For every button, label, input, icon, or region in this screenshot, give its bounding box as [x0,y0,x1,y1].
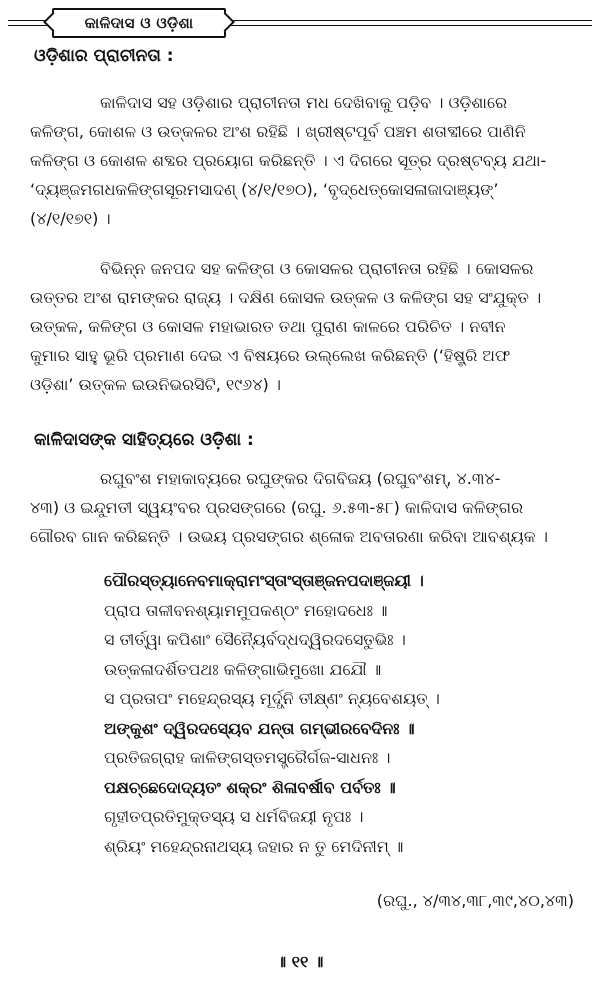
text-line: ୪୩) ଓ ଇନ୍ଦୁମତୀ ସ୍ୱୟଂବର ପ୍ରସଙ୍ଗରେ (ରଘୁ. ୬.୫୩-୫୮) କାଳିଦାସ କଳିଙ୍ଗର [30,498,524,517]
paragraph-literature-1 [30,464,574,551]
section-heading-antiquity: ଓଡ଼ିଶାର ପ୍ରାଚୀନତା : [34,46,174,66]
verse-line: ପୌରସ୍ତ୍ୟାନେବମାକ୍ରାମଂସ୍ତାଂସ୍ତାଞ୍ଜନପଦାଞ୍ଜୟୀ । [104,571,424,590]
verse-citation: (ରଘୁ., ୪/୩୪,୩୮,୩୯,୪୦,୪୩) [376,891,574,910]
verse-line: ଅଙ୍କୁଶଂ ଦ୍ୱିରଦସ୍ୟେବ ଯନ୍ତା ଗମ୍ଭୀରବେଦିନଃ ॥ [104,718,415,738]
text-line: ‘ଦ୍ୟଞ୍ଜମଗଧକଳିଙ୍ଗସୂରମସାଦଣ୍ (୪/୧/୧୭୦), ‘ବୃଦ୍ଧେତ୍‌କୋସଳାଜାଦାଞ୍ୟଙ୍’ [30,180,499,199]
text-line: କଳିଙ୍ଗ ଓ କୋଶଳ ଶବ୍ଦର ପ୍ରୟୋଗ କରିଛନ୍ତି । ଏ ଦିଗରେ ସୂତ୍ର ଦ୍ରଷ୍ଟବ୍ୟ ଯଥା- [30,151,547,170]
text-line: (୪/୧/୧୭୧) । [30,209,111,228]
header-title: କାଳିଦାସ ଓ ଓଡ଼ିଶା [84,14,194,32]
text-line: ବିଭିନ୍ନ ଜନପଦ ସହ କଳିଙ୍ଗ ଓ କୋସଳର ପ୍ରାଚୀନତା ରହିଛି । କୋସଳର [100,259,534,278]
running-header [8,8,592,36]
text-line: କଳିଙ୍ଗ, କୋଶଳ ଓ ଉତ୍କଳର ଅଂଶ ରହିଛି । ଖ୍ରୀଷ୍ଟପୂର୍ବ ପଞ୍ଚମ ଶତାବ୍ଦୀରେ ପାଣିନି [30,122,526,141]
text-line: କାଳିଦାସ ସହ ଓଡ଼ିଶାର ପ୍ରାଚୀନତା ମଧ ଦେଖିବାକୁ ପଡ଼ିବ । ଓଡ଼ିଶାରେ [100,93,508,112]
verse-line: ପ୍ରତିଜଗ୍ରାହ କାଳିଙ୍ଗସ୍ତମସ୍ତ୍ରୈର୍ଗଜ-ସାଧନଃ । [104,748,391,767]
verse-line: ଗୃହୀତପ୍ରତିମୁକ୍ତସ୍ୟ ସ ଧର୍ମବିଜୟୀ ନୃପଃ । [104,807,364,826]
verse-line: ସ ପ୍ରତାପଂ ମହେନ୍ଦ୍ରସ୍ୟ ମୂର୍ଦ୍ଧ୍ନି ତୀକ୍ଷ୍ଣଂ ନ୍ୟବେଶୟତ୍ । [104,689,440,708]
text-line: ଓଡ଼ିଶା’ ଉତ୍କଳ ଇଉନିଭରସିଟି, ୧୯୬୪) । [30,375,281,394]
verse-line: ଉତ୍କଳାଦର୍ଶିତପଥଃ କଳିଙ୍ଗାଭିମୁଖୋ ଯଯୌ ॥ [104,659,382,679]
verse-line: ପକ୍ଷଚ୍ଛେଦୋଦ୍ୟତଂ ଶକ୍ରଂ ଶିଳାବର୍ଷୀବ ପର୍ବତଃ ॥ [104,777,396,797]
paragraph-antiquity-1 [30,88,574,233]
verse-line: ସ ତୀର୍ତ୍ୱା କପିଶାଂ ସୈନ୍ୟୈର୍ବଦ୍ଧଦ୍ୱିରଦସେତୁଭିଃ । [104,630,406,649]
text-line: ଗୌରବ ଗାନ କରିଛନ୍ତି । ଉଭୟ ପ୍ରସଙ୍ଗର ଶ୍ଳୋକ ଅବତାରଣା କରିବା ଆବଶ୍ୟକ । [30,527,548,546]
verse-block [104,566,574,861]
text-line: ରଘୁବଂଶ ମହାକାବ୍ୟରେ ରଘୁଙ୍କର ଦିଗବିଜୟ (ରଘୁବଂଶମ୍, ୪.୩୪- [100,469,501,488]
header-title-tag [52,8,226,38]
paragraph-antiquity-2 [30,254,574,399]
section-heading-literature: କାଳିଦାସଙ୍କ ସାହିତ୍ୟରେ ଓଡ଼ିଶା : [34,430,254,450]
text-line: ଉତ୍ତର ଅଂଶ ରାମଙ୍କର ରାଜ୍ୟ । ଦକ୍ଷିଣ କୋସଳ ଉତ୍କଳ ଓ କଳିଙ୍ଗ ସହ ସଂଯୁକ୍ତ । [30,288,542,307]
page-number: ॥ ୧୧ ॥ [276,952,324,971]
text-line: ଉତ୍କଳ, କଳିଙ୍ଗ ଓ କୋସଳ ମହାଭାରତ ତଥା ପୁରାଣ କାଳରେ ପରିଚିତ । ନବୀନ [30,317,506,336]
text-line: କୁମାର ସାହୁ ଭୂରି ପ୍ରମାଣ ଦେଇ ଏ ବିଷୟରେ ଉଲ୍ଲେଖ କରିଛନ୍ତି (‘ହିଷ୍ଟ୍ରି ଅଫ [30,346,511,365]
verse-line: ଶ୍ରିୟଂ ମହେନ୍ଦ୍ରନାଥସ୍ୟ ଜହାର ନ ତୁ ମେଦିନୀମ୍ ॥ [104,836,404,856]
verse-line: ପ୍ରାପ ତାଳୀବନଶ୍ୟାମମୁପକଣ୍ଠଂ ମହୋଦଧେଃ ॥ [104,600,388,620]
